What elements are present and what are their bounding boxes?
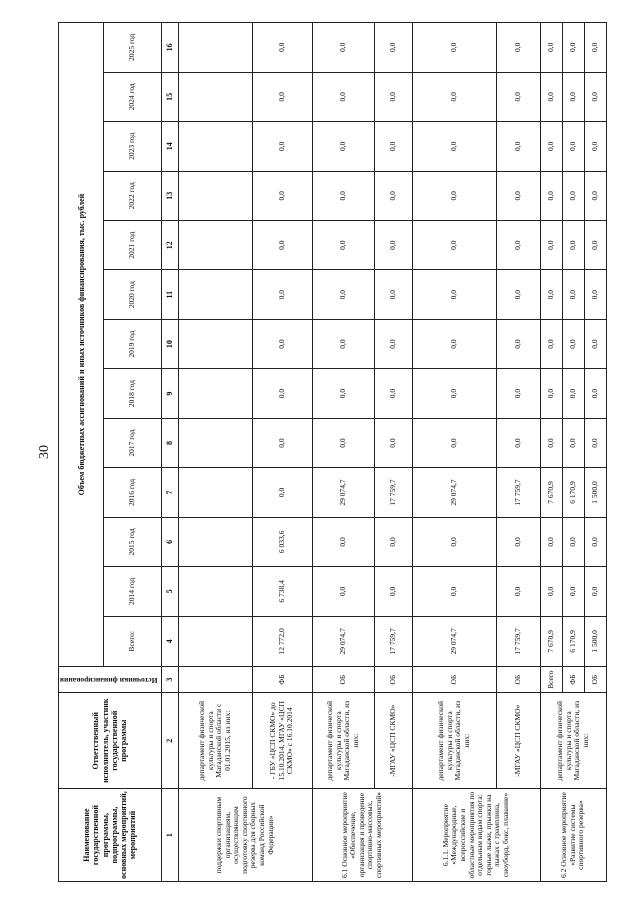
row-source: ОБ	[412, 667, 496, 693]
header-year: 2024 год	[104, 72, 161, 121]
row-value: 0,0	[540, 72, 562, 121]
row-value: 0,0	[412, 567, 496, 616]
row-value: 0,0	[562, 567, 584, 616]
row-value: 0,0	[562, 418, 584, 467]
row-value: 0,0	[412, 122, 496, 171]
row-source: ОБ	[312, 667, 374, 693]
table-row	[178, 23, 252, 882]
column-number: 15	[161, 72, 178, 121]
table-viewport	[58, 22, 599, 882]
row-source: Всего	[540, 667, 562, 693]
row-value: 0,0	[562, 23, 584, 73]
row-value: 17 759,7	[496, 616, 540, 666]
column-number: 3	[161, 667, 178, 693]
header-year: 2020 год	[104, 270, 161, 319]
row-value: 0,0	[312, 319, 374, 368]
row-value: 0,0	[584, 567, 606, 616]
header-year: 2025 год	[104, 23, 161, 73]
row-value: 0,0	[374, 72, 412, 121]
row-value: 0,0	[312, 418, 374, 467]
row-value: 0,0	[496, 23, 540, 73]
row-value: 0,0	[540, 122, 562, 171]
table-row	[412, 23, 496, 882]
row-executor: департамент физической культуры и спорта Магаданской области, из них:	[540, 693, 606, 789]
row-value: 0,0	[496, 517, 540, 566]
row-value: 6 170,9	[562, 616, 584, 666]
header-year: 2014 год	[104, 567, 161, 616]
row-value: 0,0	[584, 220, 606, 269]
column-number: 8	[161, 418, 178, 467]
row-executor: -МГАУ «ЦСП СКМО»	[374, 693, 412, 789]
row-value: 6 738,4	[252, 567, 312, 616]
row-value	[178, 418, 252, 467]
row-value: 6 033,6	[252, 517, 312, 566]
row-value: 0,0	[374, 122, 412, 171]
row-value: 29 074,7	[312, 616, 374, 666]
row-value: 0,0	[496, 72, 540, 121]
header-name: Наименование государственной программы, подпрограммы, основных мероприятий, мероприятий	[59, 789, 162, 882]
header-year: 2019 год	[104, 319, 161, 368]
row-value: 29 074,7	[412, 616, 496, 666]
row-value: 0,0	[540, 369, 562, 418]
column-number: 12	[161, 220, 178, 269]
row-value: 0,0	[540, 23, 562, 73]
header-year: 2022 год	[104, 171, 161, 220]
row-value: 7 670,9	[540, 616, 562, 666]
row-value: 0,0	[374, 220, 412, 269]
row-value: 0,0	[584, 369, 606, 418]
header-source	[59, 667, 162, 693]
row-value: 0,0	[412, 369, 496, 418]
row-name: поддержки спортивным организациям, осуществляющим подготовку спортивного резерва для сборных команд Российской Федерации»	[178, 789, 312, 882]
row-value	[178, 220, 252, 269]
row-value: 0,0	[374, 270, 412, 319]
row-value: 0,0	[374, 418, 412, 467]
row-value: 7 670,9	[540, 468, 562, 517]
column-number: 13	[161, 171, 178, 220]
row-value: 0,0	[540, 270, 562, 319]
row-value: 0,0	[412, 517, 496, 566]
row-value: 0,0	[374, 319, 412, 368]
row-source	[178, 667, 252, 693]
row-value: 0,0	[374, 567, 412, 616]
column-number: 7	[161, 468, 178, 517]
row-value: 0,0	[252, 468, 312, 517]
row-value: 0,0	[252, 220, 312, 269]
row-value: 0,0	[562, 72, 584, 121]
row-executor: департамент физической культуры и спорта Магаданской области, из них:	[412, 693, 496, 789]
column-number: 16	[161, 23, 178, 73]
header-executor: Ответственный исполнитель, участник государственной программы	[59, 693, 162, 789]
row-value: 0,0	[412, 23, 496, 73]
column-number: 5	[161, 567, 178, 616]
row-value: 0,0	[562, 369, 584, 418]
row-value: 0,0	[562, 122, 584, 171]
row-value	[178, 616, 252, 666]
row-value: 0,0	[412, 270, 496, 319]
row-value: 17 759,7	[374, 468, 412, 517]
row-value: 0,0	[312, 23, 374, 73]
row-value: 0,0	[562, 270, 584, 319]
row-value: 0,0	[374, 23, 412, 73]
row-executor: департамент физической культуры и спорта Магаданской области с 01.01.2015, из них:	[178, 693, 252, 789]
column-number: 2	[161, 693, 178, 789]
table-row	[496, 23, 540, 882]
row-value: 0,0	[540, 171, 562, 220]
row-value: 0,0	[562, 517, 584, 566]
column-number: 14	[161, 122, 178, 171]
row-value: 0,0	[584, 171, 606, 220]
row-value: 17 759,7	[374, 616, 412, 666]
row-value: 29 074,7	[412, 468, 496, 517]
table-row	[312, 23, 374, 882]
row-name: 6.2 Основное мероприятие «Развитие системы спортивного резерва»	[540, 789, 606, 882]
row-value: 0,0	[496, 418, 540, 467]
row-value: 0,0	[412, 418, 496, 467]
column-number: 11	[161, 270, 178, 319]
row-value: 0,0	[496, 171, 540, 220]
row-value: 0,0	[540, 517, 562, 566]
header-total: Всего:	[104, 616, 161, 666]
row-source: ФБ	[252, 667, 312, 693]
row-value: 0,0	[312, 567, 374, 616]
table-row	[540, 23, 562, 882]
column-number: 6	[161, 517, 178, 566]
row-value: 0,0	[252, 23, 312, 73]
row-value: 0,0	[584, 270, 606, 319]
row-value: 1 500,0	[584, 468, 606, 517]
row-executor: - ГБУ «ЦСП СКМО» до 15.10.2014, МГАУ «ЦСП СКМО» с 16.10.2014	[252, 693, 312, 789]
row-value: 0,0	[584, 122, 606, 171]
row-value: 0,0	[252, 122, 312, 171]
row-value: 0,0	[540, 567, 562, 616]
header-year: 2017 год	[104, 418, 161, 467]
row-value: 0,0	[412, 319, 496, 368]
row-source: ОБ	[496, 667, 540, 693]
page-number: 30	[37, 445, 52, 459]
row-value: 0,0	[496, 270, 540, 319]
table-row	[374, 23, 412, 882]
row-value: 0,0	[584, 319, 606, 368]
row-value	[178, 567, 252, 616]
row-value: 0,0	[540, 418, 562, 467]
header-funding: Объем бюджетных ассигнований и иных источников финансирования, тыс. рублей	[59, 23, 104, 667]
row-value: 0,0	[584, 517, 606, 566]
row-source: ОБ	[374, 667, 412, 693]
row-value: 0,0	[312, 220, 374, 269]
row-value: 0,0	[496, 220, 540, 269]
row-value	[178, 319, 252, 368]
row-value	[178, 171, 252, 220]
row-value: 0,0	[312, 270, 374, 319]
row-value: 0,0	[252, 72, 312, 121]
header-year: 2016 год	[104, 468, 161, 517]
row-value: 0,0	[374, 369, 412, 418]
row-value	[178, 72, 252, 121]
row-source: ФБ	[562, 667, 584, 693]
row-value: 0,0	[496, 122, 540, 171]
row-value: 0,0	[540, 319, 562, 368]
header-year: 2021 год	[104, 220, 161, 269]
row-value: 0,0	[584, 23, 606, 73]
row-value: 0,0	[412, 72, 496, 121]
column-number: 9	[161, 369, 178, 418]
row-value	[178, 369, 252, 418]
row-value: 0,0	[496, 567, 540, 616]
row-value: 0,0	[312, 72, 374, 121]
row-name: 6.1.1. Мероприятие «Международные, всероссийские и областные мероприятия по отдельным видам спорта: горные лыжи, прыжки на лыжах с трамплина, сноуборд, бокс, плавание»	[412, 789, 540, 882]
row-value	[178, 270, 252, 319]
row-value: 0,0	[252, 418, 312, 467]
header-year: 2018 год	[104, 369, 161, 418]
row-value: 6 170,9	[562, 468, 584, 517]
row-value: 0,0	[312, 369, 374, 418]
row-value: 1 500,0	[584, 616, 606, 666]
row-value: 0,0	[584, 418, 606, 467]
row-value: 17 759,7	[496, 468, 540, 517]
row-value: 0,0	[496, 319, 540, 368]
row-value: 0,0	[312, 517, 374, 566]
row-name: 6.1 Основное мероприятие «Обеспечение, организация и проведение спортивно-массовых, спортивных мероприятий»	[312, 789, 412, 882]
row-value: 0,0	[540, 220, 562, 269]
row-value	[178, 122, 252, 171]
column-numbers-row	[161, 23, 178, 882]
row-value: 0,0	[562, 171, 584, 220]
row-value	[178, 517, 252, 566]
row-value: 29 074,7	[312, 468, 374, 517]
column-number: 1	[161, 789, 178, 882]
row-source: ОБ	[584, 667, 606, 693]
row-value: 0,0	[252, 319, 312, 368]
row-value: 0,0	[252, 171, 312, 220]
column-number: 4	[161, 616, 178, 666]
row-value: 0,0	[252, 270, 312, 319]
row-value	[178, 23, 252, 73]
row-executor: -МГАУ «ЦСП СКМО»	[496, 693, 540, 789]
header-year: 2015 год	[104, 517, 161, 566]
row-value: 0,0	[374, 517, 412, 566]
rotated-table-container	[58, 22, 599, 882]
row-executor: департамент физической культуры и спорта Магаданской области, из них:	[312, 693, 374, 789]
row-value: 0,0	[412, 171, 496, 220]
funding-table	[58, 22, 607, 882]
header-source-label: Источники финансирования	[60, 675, 158, 685]
row-value: 0,0	[562, 319, 584, 368]
row-value	[178, 468, 252, 517]
column-number: 10	[161, 319, 178, 368]
row-value: 0,0	[312, 122, 374, 171]
header-year: 2023 год	[104, 122, 161, 171]
row-value: 0,0	[496, 369, 540, 418]
table-row	[252, 23, 312, 882]
row-value: 0,0	[374, 171, 412, 220]
row-value: 0,0	[562, 220, 584, 269]
row-value: 0,0	[312, 171, 374, 220]
row-value: 0,0	[252, 369, 312, 418]
row-value: 0,0	[412, 220, 496, 269]
row-value: 0,0	[584, 72, 606, 121]
row-value: 12 772,0	[252, 616, 312, 666]
